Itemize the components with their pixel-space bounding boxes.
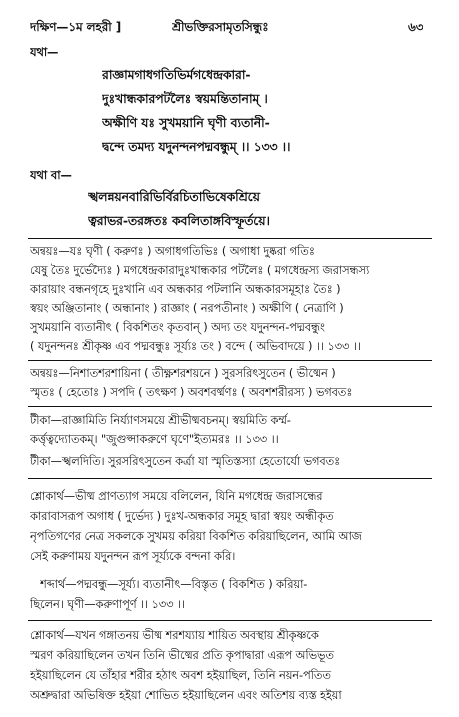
tika-line: টীকা—রাজ্ঞামিতি নির্য্যাণসময়ে শ্রীভীষ্মবচনম্। স্বয়মিতি কর্ম্ম- — [30, 413, 291, 427]
anvaya-line: অন্বয়ঃ—যঃ ঘৃণী ( করুণঃ ) অগাধগতিভিঃ ( অগাধা দুষ্করা গতিঃ — [30, 244, 315, 258]
shlokartha-line: শ্লোকার্থ—ভীষ্ম প্রাণত্যাগ সময়ে বলিলেন, যিনি মগধেন্দ্র জরাসন্ধের — [30, 489, 323, 503]
anvaya-line: ( যদুনন্দনঃ শ্রীকৃষ্ণ এব পদ্মবন্ধুঃ সূর্য্যঃ তং ) বন্দে ( অভিবাদয়ে ) ।। ১৩৩ ।। — [30, 339, 361, 353]
example-label: যথা বা— — [30, 168, 72, 182]
header-left: দক্ষিণ—১ম লহরী ] — [30, 20, 122, 34]
verse-line: অক্ষীণি যঃ সুখময়ানি ঘৃণী ব্যতানী- — [102, 115, 270, 130]
anvaya-line: স্বয়ং অঞ্জিতানাং ( অন্ধানাং ) রাজ্ঞাং ( নরপতীনাং ) অক্ষীণি ( নেত্রাণি ) — [30, 301, 344, 315]
section-divider — [28, 620, 432, 621]
anvaya-line: অন্বয়ঃ—নিশাতশরশায়িনা ( তীক্ষ্ণশরশয়নে ) সুরসরিৎসুতেন ( ভীষ্মেন ) — [30, 366, 336, 380]
anvaya-line: স্মৃতঃ ( হেতোঃ ) সপদি ( তৎক্ষণ ) অবশবর্ষ্মণঃ ( অবশশরীরস্য ) ভগবতঃ — [30, 385, 353, 399]
shlokartha-line: সেই করুণাময় যদুনন্দন রূপ সূর্য্যকে বন্দনা করি। — [30, 549, 236, 563]
section-divider — [28, 238, 432, 239]
shlokartha-line: নৃপতিগণের নেত্র সকলকে সুখময় করিয়া বিকশিত করিয়াছিলেন, আমি আজ — [30, 529, 362, 543]
verse-line: দ্বন্দে তমদ্য যদুনন্দনপদ্মবন্ধুম্ ।। ১৩৩ ।। — [102, 139, 291, 154]
shlokartha-line: কারাবাসরূপ অগাধ ( দুর্ভেদ্য ) দুঃখ-অন্ধকার সমূহ দ্বারা স্বয়ং অন্ধীকৃত — [30, 509, 334, 523]
shlokartha-line: অশ্রুদ্বারা অভিষিক্ত হইয়া শোভিত হইয়াছিলেন এবং অতিশয় ব্যস্ত হইয়া — [30, 688, 342, 702]
shabdartha-line: শব্দার্থ—পদ্মবন্ধু—সূর্য্য। ব্যতানীৎ—বিস্তৃত ( বিকশিত ) করিয়া- — [40, 577, 308, 591]
anvaya-line: যেষু তৈঃ দুর্ভেদ্যৈঃ ) মগধেন্দ্রকারাদুঃখান্ধকার পটলৈঃ ( মগধেন্দ্রস্য জরাসন্ধস্য — [30, 263, 370, 277]
verse-line: রাজ্ঞামগাধগতিভির্মগধেন্দ্রকারা- — [102, 67, 251, 82]
shlokartha-line: শ্লোকার্থ—যখন গঙ্গাতনয় ভীষ্ম শরশয্যায় শায়িত অবস্থায় শ্রীকৃষ্ণকে — [30, 628, 319, 642]
header-page-number: ৬৩ — [408, 20, 424, 34]
verse-line: ত্বরাভর-তরঙ্গতঃ কবলিতাঙ্গবিস্ফূর্তয়ে। — [88, 213, 270, 228]
tika-line: টীকা—স্খলদিতি। সুরসরিৎসুতেন কর্ত্রা যা স্মৃতিস্তস্যা হেতোর্যো ভগবতঃ — [30, 454, 341, 468]
verse-line: দুঃখান্ধকারপটলৈঃ স্বয়মন্তিতানাম্ । — [102, 91, 268, 106]
section-divider — [28, 478, 432, 479]
shlokartha-line: হইয়াছিলেন যে তাঁহার শরীর হঠাৎ অবশ হইয়াছিল, তিনি নয়ন-পতিত — [30, 668, 331, 682]
shabdartha-line: ছিলেন। ঘৃণী—করুণাপূর্ণ ।। ১৩৩ ।। — [30, 597, 185, 611]
section-divider — [28, 360, 432, 361]
example-label: যথা— — [30, 45, 59, 59]
verse-line: স্খলন্নয়নবারিভির্বিরচিতাভিষেকশ্রিয়ে — [88, 189, 260, 204]
shlokartha-line: স্মরণ করিয়াছিলেন তখন তিনি ভীষ্মের প্রতি কৃপাদ্বারা এরূপ অভিভূত — [30, 648, 334, 662]
tika-line: কর্ত্তৃত্বদ্যোতকম্। "জুগুপ্সাকরুণে ঘৃণে"ইত্যমরঃ ।। ১৩৩ ।। — [30, 432, 279, 446]
header-center: শ্রীভক্তিরসামৃতসিন্ধুঃ — [172, 20, 269, 34]
anvaya-line: কারায়াং বন্ধনগৃহে দুঃখানি এব অন্ধকার পটলানি অন্ধকারসমূহাঃ তৈঃ ) — [30, 282, 341, 296]
section-divider — [28, 406, 432, 407]
anvaya-line: সুখময়ানি ব্যতানীৎ ( বিকশিতং কৃতবান্ ) অদ্য তং যদুনন্দন-পদ্মবন্ধুং — [30, 320, 325, 334]
